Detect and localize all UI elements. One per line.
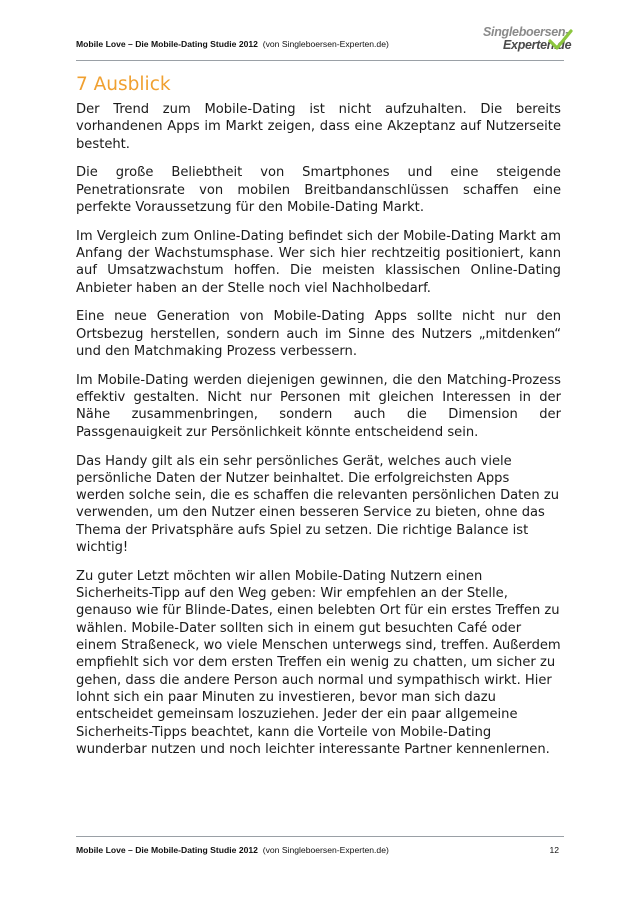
page-header <box>76 25 572 61</box>
paragraph: Der Trend zum Mobile-Dating ist nicht aufzuhalten. Die bereits vorhandenen Apps im Markt zeigen, dass eine Akzeptanz auf Nutzerseite besteht. <box>76 102 561 152</box>
paragraph: Eine neue Generation von Mobile-Dating Apps sollte nicht nur den Ortsbezug herstellen, sondern auch im Sinne des Nutzers „mitdenken“ und den Matchmaking Prozess verbessern. <box>76 309 561 360</box>
paragraph: Zu guter Letzt möchten wir allen Mobile-Dating Nutzern einen Sicherheits-Tipp auf den Weg geben: Wir empfehlen an der Stelle, genauso wie für Blinde-Dates, einen belebten Ort für ein erstes Treffen zu wählen. Mobile-Dater sollten sich in einem gut besuchten Café oder einem Straßeneck, wo viele Menschen unterwegs sind, treffen. Außerdem empfiehlt sich vor dem ersten Treffen ein wenig zu chatten, um sicher zu gehen, dass die andere Person auch normal und sympathisch wirkt. Hier lohnt sich ein paar Minuten zu investieren, bevor man sich dazu entscheidet gemeinsam loszuziehen. Jeder der ein paar allgemeine Sicherheits-Tipps beachtet, kann die Vorteile von Mobile-Dating wunderbar nutzen und noch leichter interessante Partner kennenlernen. <box>76 568 561 757</box>
paragraph: Das Handy gilt als ein sehr persönliches Gerät, welches auch viele persönliche Daten der Nutzer beinhaltet. Die erfolgreichsten Apps werden solche sein, die es schaffen die relevanten persönlichen Daten zu verwenden, um den Nutzer einen besseren Service zu bieten, ohne das Thema der Privatsphäre aufs Spiel zu setzen. Die richtige Balance ist wichtig! <box>76 453 559 556</box>
section-heading: 7 Ausblick <box>76 74 171 95</box>
logo-text-line2: Experten.de <box>503 38 572 52</box>
paragraph: Im Mobile-Dating werden diejenigen gewinnen, die den Matching-Prozess effektiv gestalten. Nicht nur Personen mit gleichen Interessen in der Nähe zusammenbringen, sondern auch die Dimension der Passgenauigkeit zur Persönlichkeit könnte entscheidend sein. <box>76 372 561 440</box>
header-divider <box>76 60 564 61</box>
page-number: 12 <box>549 845 559 855</box>
footer-divider <box>76 836 564 837</box>
footer-title-bold: Mobile Love – Die Mobile-Dating Studie 2012 <box>76 845 258 855</box>
header-title-bold: Mobile Love – Die Mobile-Dating Studie 2012 <box>76 39 258 49</box>
logo-text-line1: Singleboersen- <box>483 25 570 39</box>
header-title-source: (von Singleboersen-Experten.de) <box>262 39 389 49</box>
site-logo <box>481 25 573 55</box>
header-title <box>76 39 389 49</box>
footer-title-source: (von Singleboersen-Experten.de) <box>262 845 389 855</box>
footer-title <box>76 845 389 855</box>
body-text <box>76 101 561 770</box>
paragraph: Die große Beliebtheit von Smartphones und eine steigende Penetrationsrate von mobilen Breitbandanschlüssen schaffen eine perfekte Voraussetzung für den Mobile-Dating Markt. <box>76 165 561 215</box>
checkmark-icon <box>547 29 573 51</box>
paragraph: Im Vergleich zum Online-Dating befindet sich der Mobile-Dating Markt am Anfang der Wachstumsphase. Wer sich hier rechtzeitig positioniert, kann auf Umsatzwachstum hoffen. Die meisten klassischen Online-Dating Anbieter haben an der Stelle noch viel Nachholbedarf. <box>76 228 561 296</box>
page-footer <box>76 845 564 859</box>
